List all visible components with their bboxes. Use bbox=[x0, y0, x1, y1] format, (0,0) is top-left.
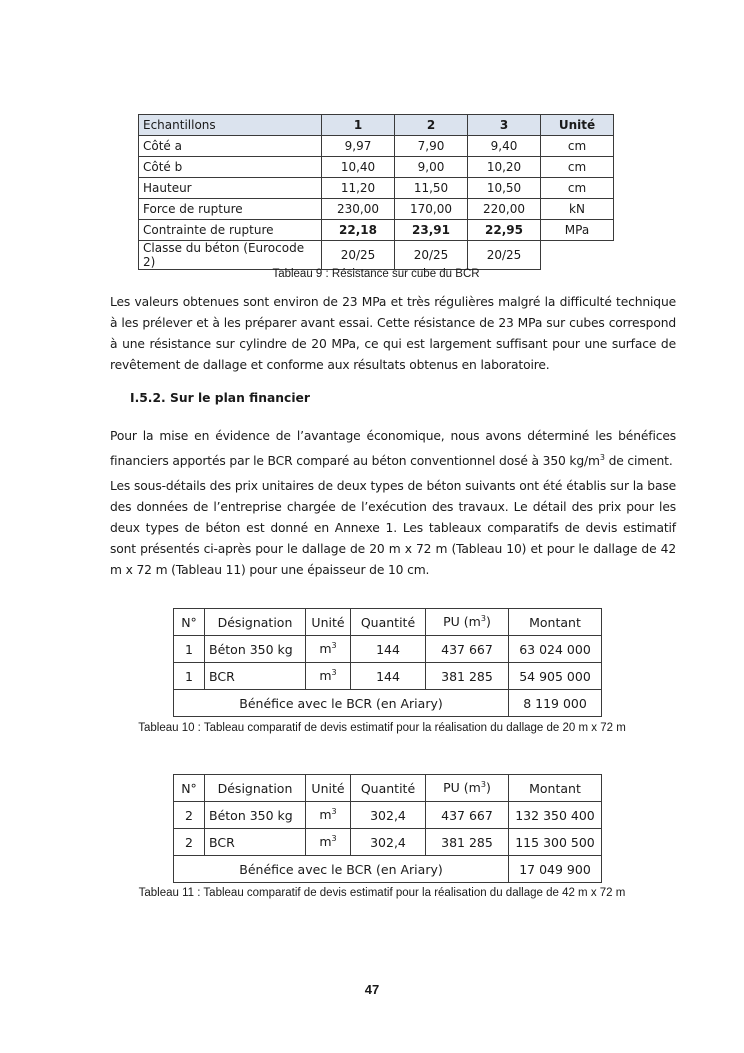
unit-text: m bbox=[319, 807, 332, 823]
cell-value: 20/25 bbox=[395, 241, 468, 270]
paragraph-price-details: Les sous-détails des prix unitaires de deux types de béton suivants ont été établis sur la base des données de l’entreprise chargée de l’exécution des travaux. Le détail des prix pour les deux types de béton est donné en Annexe 1. Les tableaux comparatifs de devis estimatif sont présentés ci-après pour le dallage de 20 m x 72 m (Tableau 10) et pour le dallage de 42 m x 72 m (Tableau 11) pour une épaisseur de 10 cm. bbox=[110, 479, 676, 577]
table-row bbox=[174, 636, 602, 663]
cell-designation: BCR bbox=[205, 663, 306, 690]
table-row bbox=[139, 241, 614, 270]
table-row bbox=[174, 663, 602, 690]
row-label: Contrainte de rupture bbox=[139, 220, 322, 241]
header-unit: Unité bbox=[306, 775, 351, 802]
cell-unit bbox=[306, 663, 351, 690]
cell-value: 10,20 bbox=[468, 157, 541, 178]
cell-unit: cm bbox=[541, 136, 614, 157]
page-number: 47 bbox=[364, 982, 380, 997]
cell-value: 230,00 bbox=[322, 199, 395, 220]
cell-value: 23,91 bbox=[395, 220, 468, 241]
cell-value: 9,97 bbox=[322, 136, 395, 157]
cell-unit bbox=[306, 802, 351, 829]
cell-no: 2 bbox=[174, 829, 205, 856]
cell-value: 220,00 bbox=[468, 199, 541, 220]
table-row bbox=[174, 829, 602, 856]
paragraph-results: Les valeurs obtenues sont environ de 23 MPa et très régulières malgré la difficulté technique à les prélever et à les préparer avant essai. Cette résistance de 23 MPa sur cubes correspond à une résistance sur cylindre de 20 MPa, ce qui est largement suffisant pour une surface de revêtement de dallage et conforme aux résultats obtenus en laboratoire. bbox=[110, 295, 676, 372]
cell-amount: 115 300 500 bbox=[509, 829, 602, 856]
cell-unit: kN bbox=[541, 199, 614, 220]
cell-value: 11,50 bbox=[395, 178, 468, 199]
header-pu-text: PU (m bbox=[443, 780, 481, 796]
table-row bbox=[139, 157, 614, 178]
superscript: 3 bbox=[331, 668, 337, 678]
cell-value: 22,18 bbox=[322, 220, 395, 241]
table-row bbox=[174, 802, 602, 829]
header-sample-3: 3 bbox=[468, 115, 541, 136]
superscript: 3 bbox=[331, 641, 337, 651]
cell-designation: BCR bbox=[205, 829, 306, 856]
cell-no: 1 bbox=[174, 636, 205, 663]
benefit-label: Bénéfice avec le BCR (en Ariary) bbox=[174, 856, 509, 883]
row-label: Classe du béton (Eurocode 2) bbox=[139, 241, 322, 270]
benefit-value: 8 119 000 bbox=[509, 690, 602, 717]
header-quantity: Quantité bbox=[351, 775, 426, 802]
row-label: Force de rupture bbox=[139, 199, 322, 220]
table-9-cube-resistance bbox=[138, 114, 614, 270]
cell-designation: Béton 350 kg bbox=[205, 636, 306, 663]
header-unit: Unité bbox=[541, 115, 614, 136]
header-pu-text: PU (m bbox=[443, 614, 481, 630]
table-row bbox=[139, 136, 614, 157]
header-amount: Montant bbox=[509, 775, 602, 802]
header-sample-2: 2 bbox=[395, 115, 468, 136]
benefit-row bbox=[174, 856, 602, 883]
table-header-row bbox=[174, 775, 602, 802]
cell-value: 20/25 bbox=[322, 241, 395, 270]
row-label: Hauteur bbox=[139, 178, 322, 199]
section-heading: I.5.2. Sur le plan financier bbox=[130, 391, 310, 405]
row-label: Côté a bbox=[139, 136, 322, 157]
cell-designation: Béton 350 kg bbox=[205, 802, 306, 829]
table-row bbox=[139, 220, 614, 241]
cell-pu: 437 667 bbox=[426, 802, 509, 829]
header-pu-close: ) bbox=[485, 614, 491, 630]
cell-value: 9,40 bbox=[468, 136, 541, 157]
cell-pu: 437 667 bbox=[426, 636, 509, 663]
unit-text: m bbox=[319, 641, 332, 657]
header-unit: Unité bbox=[306, 609, 351, 636]
superscript: 3 bbox=[331, 807, 337, 817]
table-9-caption: Tableau 9 : Résistance sur cube du BCR bbox=[272, 268, 480, 280]
header-sample-1: 1 bbox=[322, 115, 395, 136]
superscript: 3 bbox=[480, 614, 486, 624]
header-echantillons: Echantillons bbox=[139, 115, 322, 136]
benefit-value: 17 049 900 bbox=[509, 856, 602, 883]
header-pu-close: ) bbox=[485, 780, 491, 796]
table-11-cost-comparison bbox=[173, 774, 602, 883]
benefit-label: Bénéfice avec le BCR (en Ariary) bbox=[174, 690, 509, 717]
cell-pu: 381 285 bbox=[426, 663, 509, 690]
table-10-caption: Tableau 10 : Tableau comparatif de devis estimatif pour la réalisation du dallage de 20 m x 72 m bbox=[138, 722, 626, 734]
cell-empty bbox=[541, 241, 614, 270]
header-quantity: Quantité bbox=[351, 609, 426, 636]
header-amount: Montant bbox=[509, 609, 602, 636]
paragraph-text: Pour la mise en évidence de l’avantage économique, nous avons déterminé les bénéfices financiers apportés par le BCR comparé au béton conventionnel dosé à 350 kg/m bbox=[110, 429, 676, 469]
table-11-caption: Tableau 11 : Tableau comparatif de devis estimatif pour la réalisation du dallage de 42 m x 72 m bbox=[138, 887, 626, 899]
benefit-row bbox=[174, 690, 602, 717]
header-designation: Désignation bbox=[205, 609, 306, 636]
cell-quantity: 144 bbox=[351, 636, 426, 663]
cell-no: 1 bbox=[174, 663, 205, 690]
header-no: N° bbox=[174, 609, 205, 636]
paragraph-text: de ciment. bbox=[604, 454, 673, 469]
paragraph-economic-advantage bbox=[110, 426, 676, 472]
cell-pu: 381 285 bbox=[426, 829, 509, 856]
cell-unit bbox=[306, 636, 351, 663]
header-pu bbox=[426, 775, 509, 802]
cell-quantity: 302,4 bbox=[351, 802, 426, 829]
superscript: 3 bbox=[480, 780, 486, 790]
unit-text: m bbox=[319, 834, 332, 850]
cell-unit bbox=[306, 829, 351, 856]
cell-unit: MPa bbox=[541, 220, 614, 241]
cell-unit: cm bbox=[541, 157, 614, 178]
cell-quantity: 144 bbox=[351, 663, 426, 690]
cell-unit: cm bbox=[541, 178, 614, 199]
cell-value: 170,00 bbox=[395, 199, 468, 220]
cell-value: 10,40 bbox=[322, 157, 395, 178]
table-header-row bbox=[139, 115, 614, 136]
header-pu bbox=[426, 609, 509, 636]
superscript: 3 bbox=[599, 453, 605, 462]
table-row bbox=[139, 178, 614, 199]
header-designation: Désignation bbox=[205, 775, 306, 802]
cell-value: 11,20 bbox=[322, 178, 395, 199]
table-header-row bbox=[174, 609, 602, 636]
cell-value: 9,00 bbox=[395, 157, 468, 178]
cell-value: 10,50 bbox=[468, 178, 541, 199]
cell-amount: 132 350 400 bbox=[509, 802, 602, 829]
superscript: 3 bbox=[331, 834, 337, 844]
cell-quantity: 302,4 bbox=[351, 829, 426, 856]
unit-text: m bbox=[319, 668, 332, 684]
row-label: Côté b bbox=[139, 157, 322, 178]
cell-no: 2 bbox=[174, 802, 205, 829]
table-row bbox=[139, 199, 614, 220]
cell-amount: 54 905 000 bbox=[509, 663, 602, 690]
table-10-cost-comparison bbox=[173, 608, 602, 717]
cell-amount: 63 024 000 bbox=[509, 636, 602, 663]
cell-value: 7,90 bbox=[395, 136, 468, 157]
header-no: N° bbox=[174, 775, 205, 802]
cell-value: 22,95 bbox=[468, 220, 541, 241]
cell-value: 20/25 bbox=[468, 241, 541, 270]
